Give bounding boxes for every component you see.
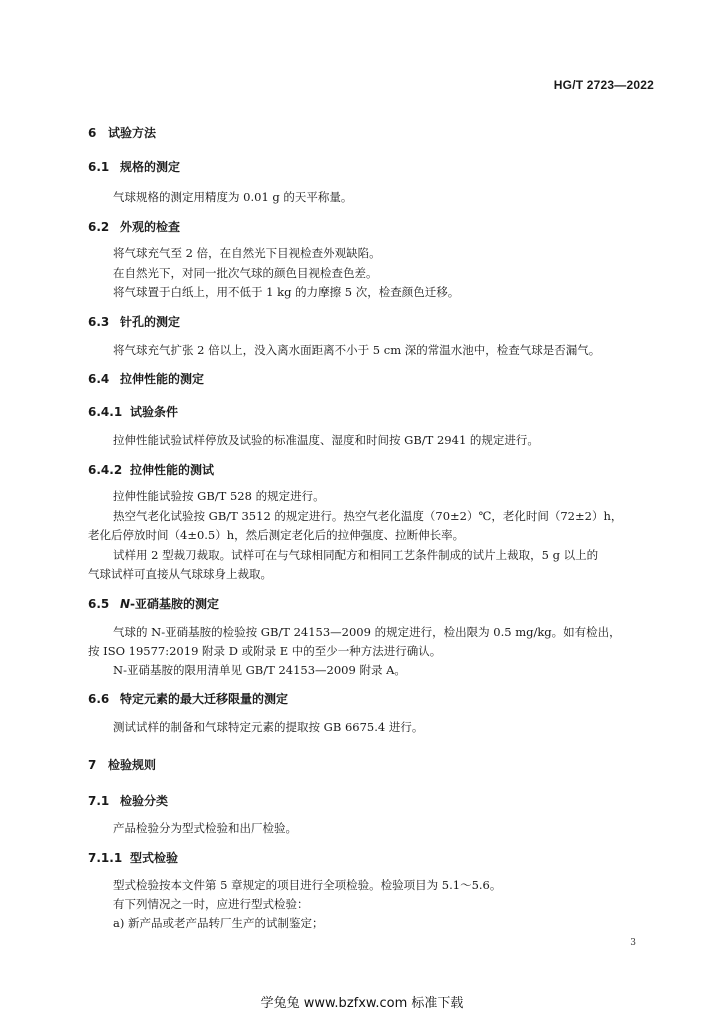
section-heading-6-3 [88, 313, 180, 330]
section-title: 型式检验 [130, 851, 179, 865]
paragraph: 测试试样的制备和气球特定元素的提取按 GB 6675.4 进行。 [113, 720, 424, 734]
paragraph: 试样用 2 型裁刀裁取。试样可在与气球相同配方和相同工艺条件制成的试片上裁取，5 g 以上的 [113, 548, 599, 562]
paragraph: 将气球置于白纸上，用不低于 1 kg 的力摩擦 5 次，检查颜色迁移。 [113, 285, 460, 299]
section-number: 6.4.1 [88, 405, 123, 419]
section-heading-6-4-1 [88, 403, 178, 420]
section-heading-6-4-2 [88, 461, 214, 478]
section-number: 6.1 [88, 160, 110, 174]
section-number: 7 [88, 758, 97, 772]
section-title: 试验方法 [108, 126, 157, 140]
paragraph: 拉伸性能试验试样停放及试验的标准温度、湿度和时间按 GB/T 2941 的规定进行。 [113, 433, 539, 447]
paragraph-continuation: 老化后停放时间（4±0.5）h，然后测定老化后的拉伸强度、拉断伸长率。 [88, 528, 465, 542]
section-title: 检验分类 [120, 794, 169, 808]
section-title: 规格的测定 [120, 160, 181, 174]
section-title: 特定元素的最大迁移限量的测定 [120, 692, 289, 706]
section-number: 6.4.2 [88, 463, 123, 477]
section-title: 试验条件 [130, 405, 179, 419]
section-number: 7.1 [88, 794, 110, 808]
paragraph: 将气球充气扩张 2 倍以上，没入离水面距离不小于 5 cm 深的常温水池中，检查气球是否漏气。 [113, 343, 601, 357]
paragraph: 有下列情况之一时，应进行型式检验： [113, 897, 309, 911]
section-title: -亚硝基胺的测定 [130, 597, 220, 611]
section-number: 7.1.1 [88, 851, 123, 865]
section-heading-6-5 [88, 595, 219, 612]
paragraph: 型式检验按本文件第 5 章规定的项目进行全项检验。检验项目为 5.1～5.6。 [113, 878, 502, 892]
paragraph-continuation: 气球试样可直接从气球球身上裁取。 [88, 567, 272, 581]
section-number: 6.3 [88, 315, 110, 329]
section-heading-6-4 [88, 370, 204, 387]
page-number: 3 [630, 938, 636, 948]
paragraph: N-亚硝基胺的限用清单见 GB/T 24153—2009 附录 A。 [113, 663, 406, 677]
section-title-italic: N [120, 597, 131, 611]
section-heading-7 [88, 756, 156, 773]
paragraph: 气球的 N-亚硝基胺的检验按 GB/T 24153—2009 的规定进行，检出限为 0.5 mg/kg。如有检出， [113, 625, 621, 639]
section-heading-6-1 [88, 158, 180, 175]
section-heading-6-6 [88, 690, 288, 707]
section-heading-7-1 [88, 792, 168, 809]
list-item: a) 新产品或老产品转厂生产的试制鉴定； [113, 916, 324, 930]
section-title: 拉伸性能的测定 [120, 372, 205, 386]
section-number: 6.5 [88, 597, 110, 611]
paragraph: 产品检验分为型式检验和出厂检验。 [113, 821, 297, 835]
section-heading-6-2 [88, 218, 180, 235]
standard-number: HG/T 2723—2022 [553, 78, 654, 92]
paragraph: 将气球充气至 2 倍，在自然光下目视检查外观缺陷。 [113, 246, 381, 260]
section-title: 外观的检查 [120, 220, 181, 234]
paragraph: 气球规格的测定用精度为 0.01 g 的天平称量。 [113, 190, 353, 204]
paragraph-continuation: 按 ISO 19577:2019 附录 D 或附录 E 中的至少一种方法进行确认。 [88, 644, 442, 658]
section-number: 6.4 [88, 372, 110, 386]
paragraph: 拉伸性能试验按 GB/T 528 的规定进行。 [113, 489, 325, 503]
section-title: 针孔的测定 [120, 315, 181, 329]
section-heading-6 [88, 124, 156, 141]
section-number: 6.2 [88, 220, 110, 234]
section-title: 拉伸性能的测试 [130, 463, 215, 477]
paragraph: 热空气老化试验按 GB/T 3512 的规定进行。热空气老化温度（70±2）℃，老化时间（72±2）h， [113, 509, 623, 523]
section-number: 6.6 [88, 692, 110, 706]
footer-watermark: 学兔兔 www.bzfxw.com 标准下载 [260, 996, 464, 1011]
paragraph: 在自然光下，对同一批次气球的颜色目视检查色差。 [113, 266, 378, 280]
section-heading-7-1-1 [88, 849, 178, 866]
section-title: 检验规则 [108, 758, 157, 772]
section-number: 6 [88, 126, 97, 140]
